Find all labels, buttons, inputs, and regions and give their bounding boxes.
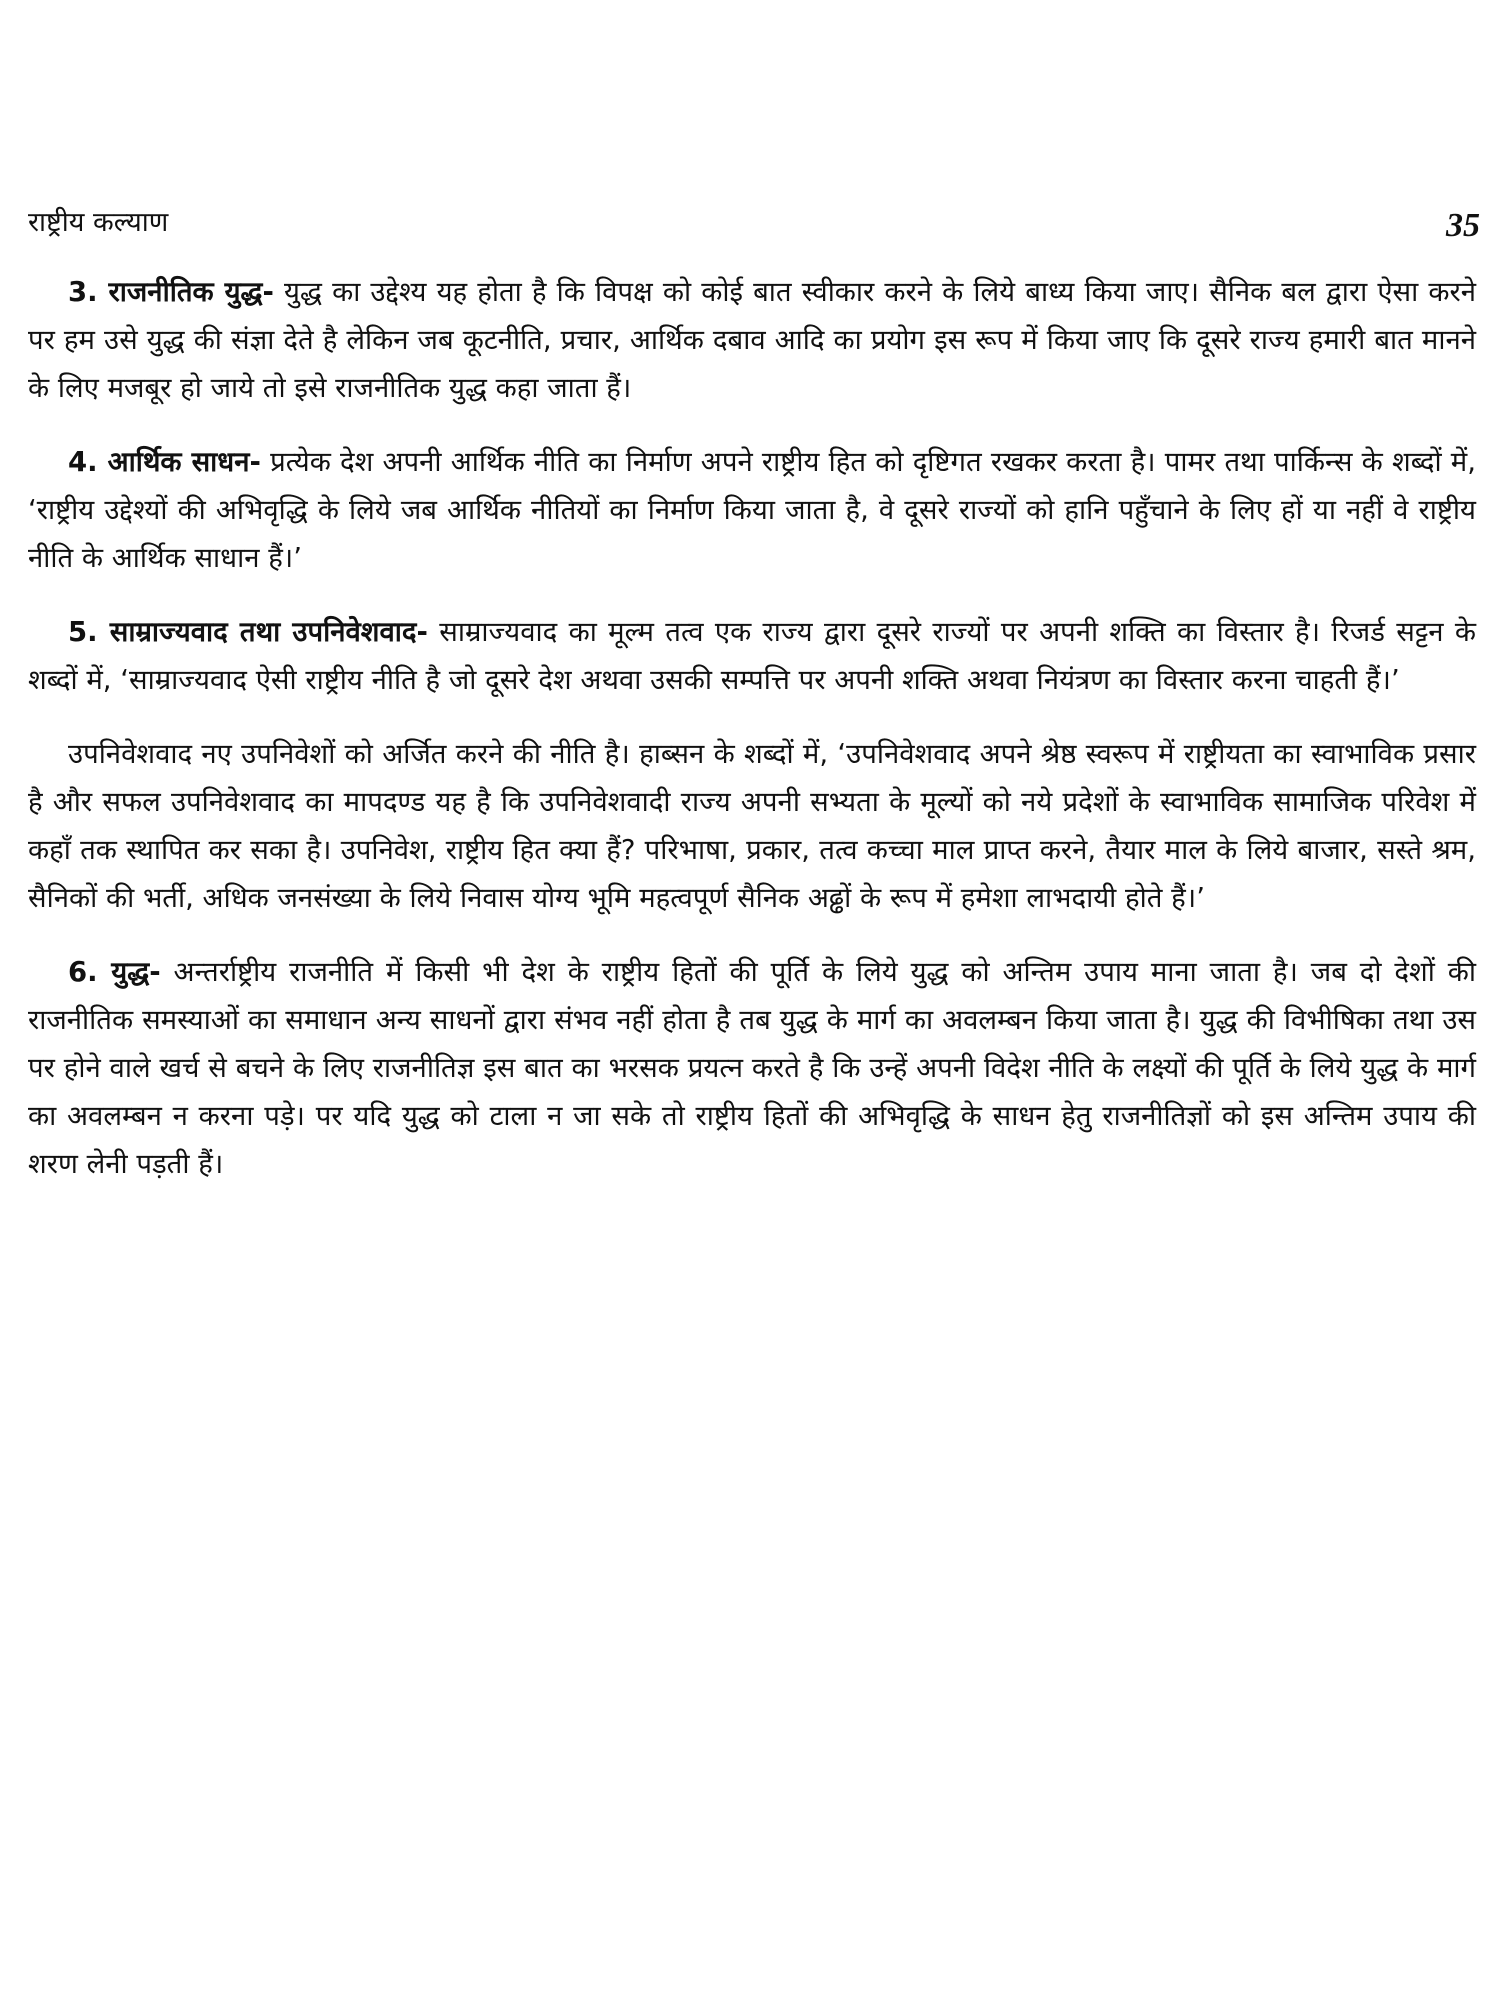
paragraph-text: अन्तर्राष्ट्रीय राजनीति में किसी भी देश के राष्ट्रीय हितों की पूर्ति के लिये युद्ध को अन्तिम उपाय माना जाता है। जब दो देशों की राजनीतिक समस्याओं का समाधान अन्य साधनों द्वारा संभव नहीं होता है तब युद्ध के मार्ग का अवलम्बन किया जाता है। युद्ध की विभीषिका तथा उस पर होने वाले खर्च से बचने के लिए राजनीतिज्ञ इस बात का भरसक प्रयत्न करते है कि उन्हें अपनी विदेश नीति के लक्ष्यों की पूर्ति के लिये युद्ध के मार्ग का अवलम्बन न करना पड़े। पर यदि युद्ध को टाला न जा सके तो राष्ट्रीय हितों की अभिवृद्धि के साधन हेतु राजनीतिज्ञों को इस अन्तिम उपाय की शरण लेनी पड़ती हैं। [28, 956, 1476, 1180]
section-heading-imperialism: 5. साम्राज्यवाद तथा उपनिवेशवाद- [68, 616, 428, 648]
paragraph-war [28, 948, 1476, 1188]
paragraph-text: साम्राज्यवाद का मूल्म तत्व एक राज्य द्वारा दूसरे राज्यों पर अपनी शक्ति का विस्तार है। रिजर्ड सट्टन के शब्दों में, ‘साम्राज्यवाद ऐसी राष्ट्रीय नीति है जो दूसरे देश अथवा उसकी सम्पत्ति पर अपनी शक्ति अथवा नियंत्रण का विस्तार करना चाहती हैं।’ [28, 616, 1476, 696]
running-head-title: राष्ट्रीय कल्याण [28, 207, 169, 238]
paragraph-colonialism [28, 730, 1476, 922]
paragraph-economic-means [28, 438, 1476, 582]
paragraph-text: उपनिवेशवाद नए उपनिवेशों को अर्जित करने की नीति है। हाब्सन के शब्दों में, ‘उपनिवेशवाद अपने श्रेष्ठ स्वरूप में राष्ट्रीयता का स्वाभाविक प्रसार है और सफल उपनिवेशवाद का मापदण्ड यह है कि उपनिवेशवादी राज्य अपनी सभ्यता के मूल्यों को नये प्रदेशों के स्वाभाविक सामाजिक परिवेश में कहाँ तक स्थापित कर सका है। उपनिवेश, राष्ट्रीय हित क्या हैं? परिभाषा, प्रकार, तत्व कच्चा माल प्राप्त करने, तैयार माल के लिये बाजार, सस्ते श्रम, सैनिकों की भर्ती, अधिक जनसंख्या के लिये निवास योग्य भूमि महत्वपूर्ण सैनिक अढ्ढों के रूप में हमेशा लाभदायी होते हैं।’ [28, 738, 1476, 914]
body-text [28, 268, 1476, 1214]
page-number: 35 [1446, 207, 1480, 244]
paragraph-political-war [28, 268, 1476, 412]
paragraph-text: युद्ध का उद्देश्य यह होता है कि विपक्ष को कोई बात स्वीकार करने के लिये बाध्य किया जाए। सैनिक बल द्वारा ऐसा करने पर हम उसे युद्ध की संज्ञा देते है लेकिन जब कूटनीति, प्रचार, आर्थिक दबाव आदि का प्रयोग इस रूप में किया जाए कि दूसरे राज्य हमारी बात मानने के लिए मजबूर हो जाये तो इसे राजनीतिक युद्ध कहा जाता हैं। [28, 276, 1476, 404]
paragraph-text: प्रत्येक देश अपनी आर्थिक नीति का निर्माण अपने राष्ट्रीय हित को दृष्टिगत रखकर करता है। पामर तथा पार्किन्स के शब्दों में, ‘राष्ट्रीय उद्देश्यों की अभिवृद्धि के लिये जब आर्थिक नीतियों का निर्माण किया जाता है, वे दूसरे राज्यों को हानि पहुँचाने के लिए हों या नहीं वे राष्ट्रीय नीति के आर्थिक साधान हैं।’ [28, 446, 1476, 574]
section-heading-war: 6. युद्ध- [68, 956, 161, 988]
section-heading-political-war: 3. राजनीतिक युद्ध- [68, 276, 274, 308]
section-heading-economic-means: 4. आर्थिक साधन- [68, 446, 261, 478]
paragraph-imperialism [28, 608, 1476, 704]
